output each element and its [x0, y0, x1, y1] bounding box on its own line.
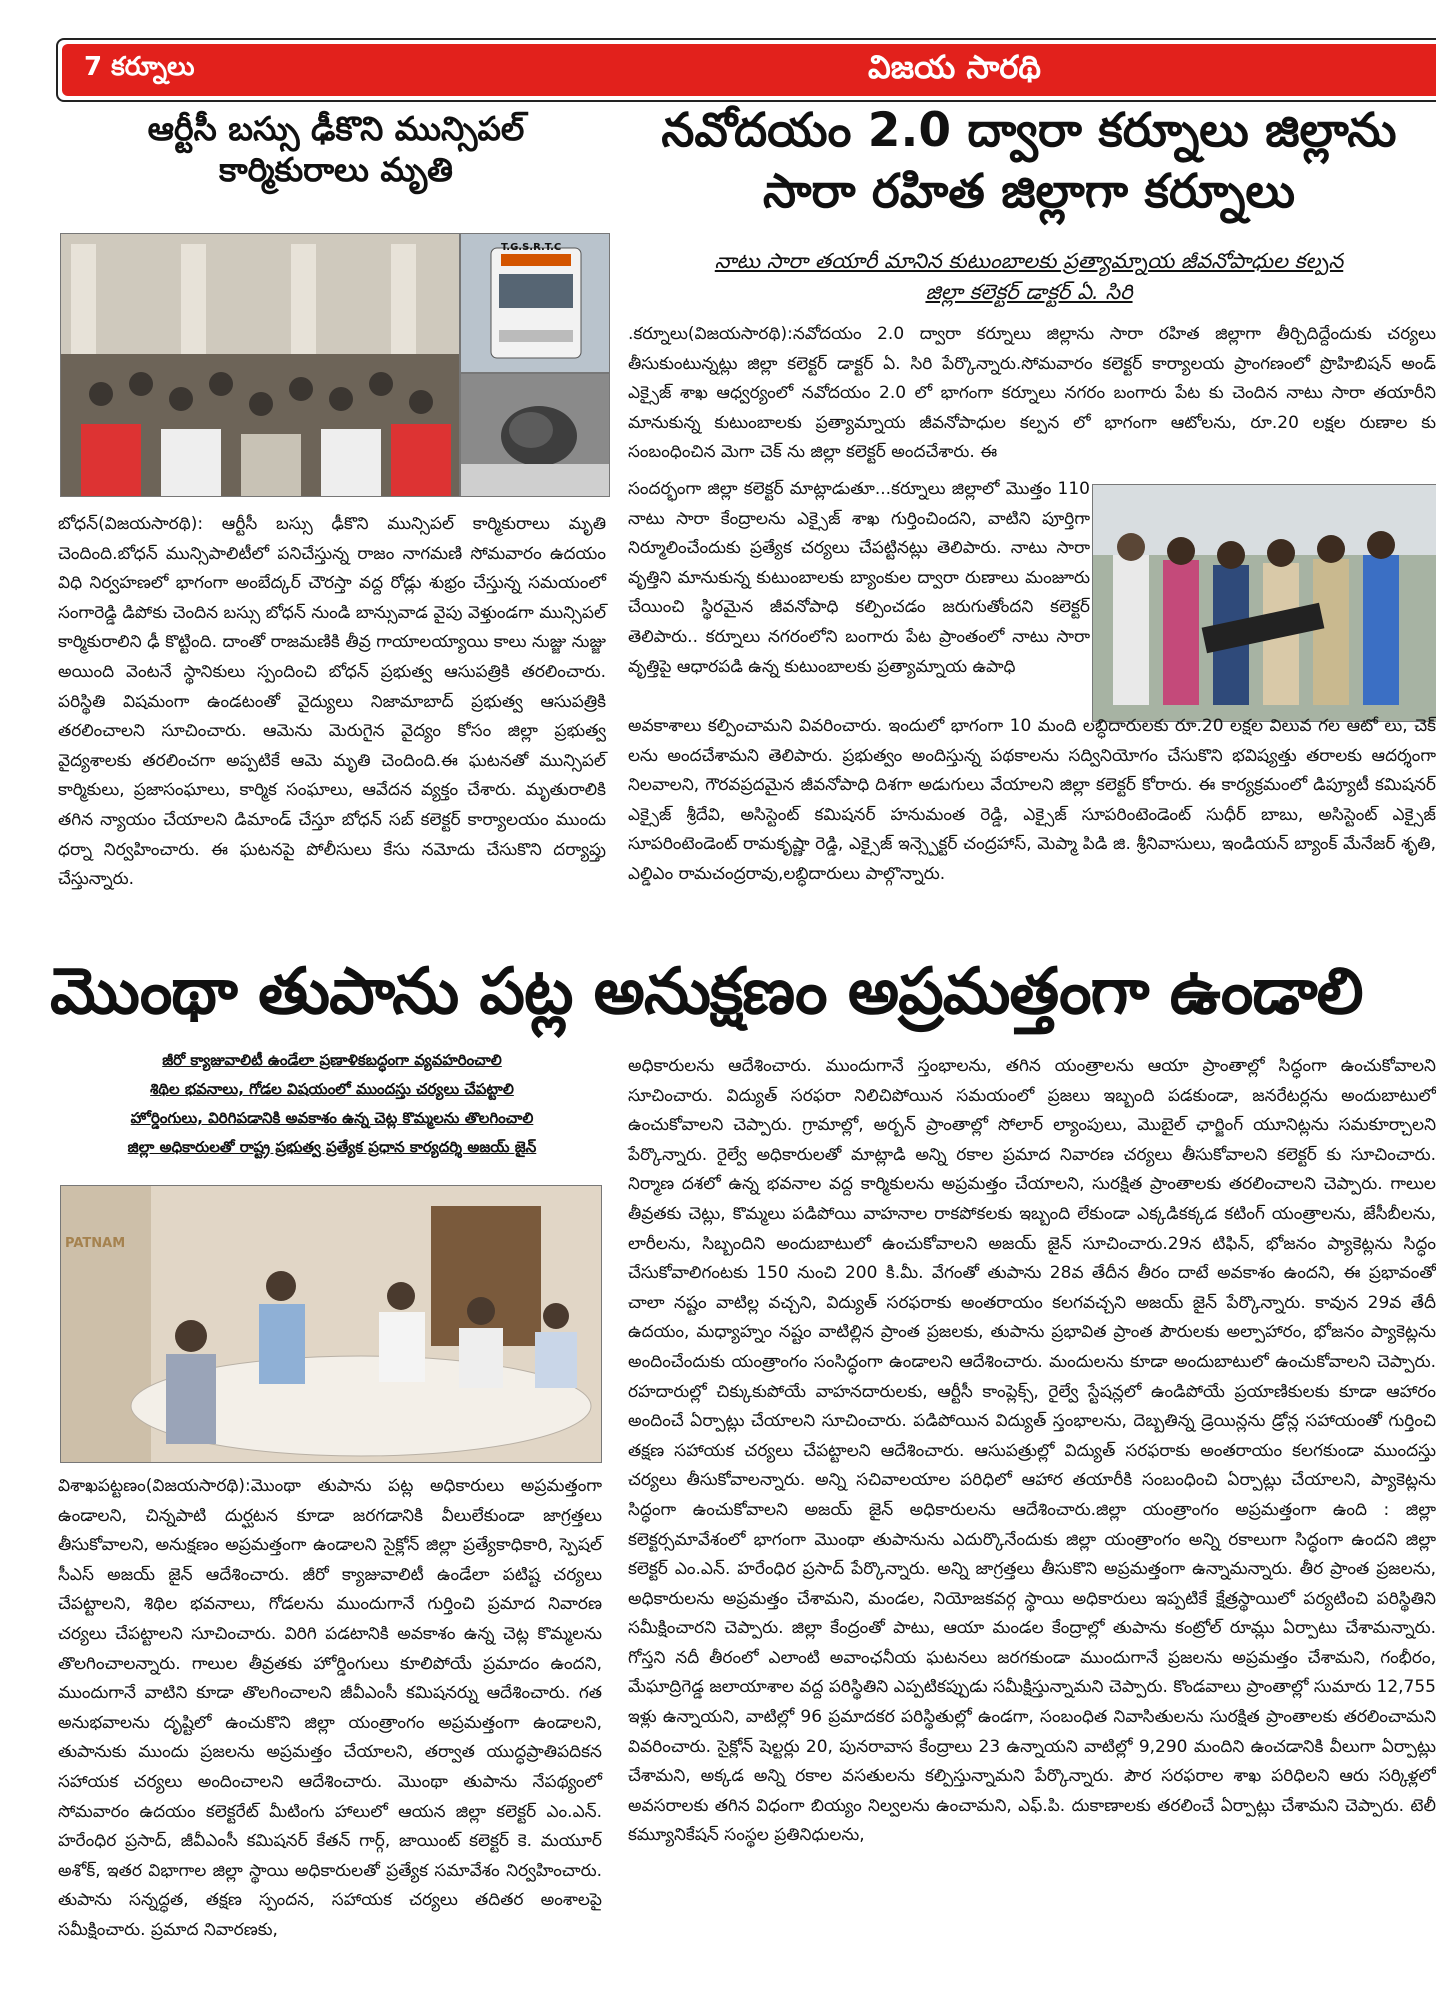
cheque-handover-photo — [1092, 484, 1436, 722]
page-number-label: 7 కర్నూలు — [84, 52, 195, 82]
article2-body-bottom — [628, 712, 1436, 890]
article1-headline-line2: కార్మికురాలు మృతి — [218, 150, 453, 190]
bus-label: T.G.S.R.T.C — [501, 242, 562, 253]
article2-subheading — [622, 246, 1436, 308]
article2-body-left-text: సందర్భంగా జిల్లా కలెక్టర్ మాట్లాడుతూ...కర్నూలు జిల్లాలో మొత్తం 110 నాటు సారా కేంద్రాలను ఎక్సైజ్ శాఖ గుర్తించిందని, వాటిని పూర్తిగా నిర్మూలించేందుకు ప్రత్యేక చర్యలు చేపట్టినట్లు తెలిపారు. నాటు సారా వృత్తిని మానుకున్న కుటుంబాలకు బ్యాంకుల ద్వారా రుణాలు మంజూరు చేయించి స్థిరమైన జీవనోపాధి కల్పించడం జరుగుతోందని కలెక్టర్ తెలిపారు.. కర్నూలు నగరంలోని బంగారు పేట ప్రాంతంలో నాటు సారా వృత్తిపై ఆధారపడి ఉన్న కుటుంబాలకు ప్రత్యామ్నాయ ఉపాధి — [628, 479, 1090, 677]
article1-headline — [56, 108, 616, 191]
article2-headline-line2: సారా రహిత జిల్లాగా కర్నూలు — [762, 164, 1295, 220]
article2-body-top — [628, 320, 1436, 468]
meeting-photo — [60, 1185, 602, 1463]
article2-body-bottom-text: అవకాశాలు కల్పించామని వివరించారు. ఇందులో భాగంగా 10 మంది లబ్ధిదారులకు రూ.20 లక్షల విలువ గల ఆటో లు, చెక్ లను అందచేశామని తెలిపారు. ప్రభుత్వం అందిస్తున్న పథకాలను సద్వినియోగం చేసుకొని భవిష్యత్తు తరాలకు ఆదర్శంగా నిలవాలని, గౌరవప్రదమైన జీవనోపాధి దిశగా అడుగులు వేయాలని జిల్లా కలెక్టర్ కోరారు. ఈ కార్యక్రమంలో డిప్యూటీ కమిషనర్ ఎక్సైజ్ శ్రీదేవి, అసిస్టెంట్ కమిషనర్ హనుమంత రెడ్డి, ఎక్సైజ్ సూపరింటెండెంట్ సుధీర్ బాబు, అసిస్టెంట్ ఎక్సైజ్ సూపరింటెండెంట్ రామకృష్ణా రెడ్డి, ఎక్సైజ్ ఇన్స్పెక్టర్ చంద్రహాస్, మెప్మా పిడి జి. శ్రీనివాసులు, ఇండియన్ బ్యాంక్ మేనేజర్ శృతి, ఎల్డిఎం రామచంద్రరావు,లబ్ధిదారులు పాల్గొన్నారు. — [628, 716, 1436, 884]
page-header — [56, 38, 1436, 102]
article2-body-left — [628, 475, 1090, 682]
article2-headline — [622, 100, 1436, 222]
article3-bullet: జీరో క్యాజువాలిటీ ఉండేలా ప్రణాళికబద్ధంగా వ్యవహరించాలి — [162, 1051, 502, 1069]
article2-subheading-line1: నాటు సారా తయారీ మానిన కుటుంబాలకు ప్రత్యామ్నాయ జీవనోపాధుల కల్పన — [714, 249, 1344, 273]
article3-bullet: జిల్లా అధికారులతో రాష్ట్ర ప్రభుత్వ ప్రత్యేక ప్రధాన కార్యదర్శి అజయ్ జైన్ — [127, 1138, 537, 1156]
article3-headline: మొంథా తుపాను పట్ల అనుక్షణం అప్రమత్తంగా ఉండాలి — [50, 955, 1363, 1029]
article3-bullet: శిథిల భవనాలు, గోడల విషయంలో ముందస్తు చర్యలు చేపట్టాలి — [150, 1080, 514, 1098]
article2-body-top-text: .కర్నూలు(విజయసారథి):నవోదయం 2.0 ద్వారా కర్నూలు జిల్లాను సారా రహిత జిల్లాగా తీర్చిదిద్దేందుకు చర్యలు తీసుకుంటున్నట్లు జిల్లా కలెక్టర్ డాక్టర్ ఏ. సిరి పేర్కొన్నారు.సోమవారం కలెక్టర్ కార్యాలయ ప్రాంగణంలో ప్రొహిబిషన్ అండ్ ఎక్సైజ్ శాఖ ఆధ్వర్యంలో నవోదయం 2.0 లో భాగంగా కర్నూలు నగరం బంగారు పేట కు చెందిన నాటు సారా తయారీని మానుకున్న కుటుంబాలకు ప్రత్యామ్నాయ జీవనోపాధుల కల్పన లో భాగంగా ఆటోలను, రూ.20 లక్షల రుణాల కు సంబంధించిన మెగా చెక్ ను జిల్లా కలెక్టర్ అందచేశారు. ఈ — [628, 324, 1436, 463]
bus-photo — [460, 233, 610, 373]
wall-text: PATNAM — [65, 1236, 126, 1251]
article1-headline-line1: ఆర్టీసీ బస్సు ఢీకొని మున్సిపల్ — [147, 109, 525, 148]
article3-body-left-text: విశాఖపట్టణం(విజయసారథి):మొంథా తుపాను పట్ల అధికారులు అప్రమత్తంగా ఉండాలని, చిన్నపాటి దుర్ఘటన కూడా జరగడానికి వీలులేకుండా జాగ్రత్తలు తీసుకోవాలని, అనుక్షణం అప్రమత్తంగా ఉండాలని సైక్లోన్ జిల్లా ప్రత్యేకాధికారి, స్పెషల్ సీఎస్ అజయ్ జైన్ ఆదేశించారు. జీరో క్యాజువాలిటీ ఉండేలా పటిష్ట చర్యలు చేపట్టాలని, శిథిల భవనాలు, గోడలను ముందుగానే గుర్తించి ప్రమాద నివారణ చర్యలు చేపట్టాలని సూచించారు. విరిగి పడటానికి అవకాశం ఉన్న చెట్ల కొమ్మలను తొలగించాలన్నారు. గాలుల తీవ్రతకు హోర్డింగులు కూలిపోయే ప్రమాదం ఉందని, ముందుగానే వాటిని కూడా తొలగించాలని జీవీఎంసీ కమిషనర్ను ఆదేశించారు. గత అనుభవాలను దృష్టిలో ఉంచుకొని జిల్లా యంత్రాంగం అప్రమత్తంగా ఉండాలని, తుపానుకు ముందు ప్రజలను అప్రమత్తం చేయాలని, తర్వాత యుద్ధప్రాతిపదికన సహాయక చర్యలు అందించాలని ఆదేశించారు. మొంథా తుపాను నేపథ్యంలో సోమవారం ఉదయం కలెక్టరేట్ మీటింగు హాలులో ఆయన జిల్లా కలెక్టర్ ఎం.ఎన్. హరేంధిర ప్రసాద్, జీవీఎంసీ కమిషనర్ కేతన్ గార్గ్, జాయింట్ కలెక్టర్ కె. మయూర్ అశోక్, ఇతర విభాగాల జిల్లా స్థాయి అధికారులతో ప్రత్యేక సమావేశం నిర్వహించారు. తుపాను సన్నద్ధత, తక్షణ స్పందన, సహాయక చర్యలు తదితర అంశాలపై సమీక్షించారు. ప్రమాద నివారణకు, — [58, 1476, 602, 1940]
victim-photo — [460, 373, 610, 497]
article1-body-text: బోధన్(విజయసారథి): ఆర్టీసీ బస్సు ఢీకొని మున్సిపల్ కార్మికురాలు మృతి చెందింది.బోధన్ మున్సిపాలిటీలో పనిచేస్తున్న రాజం నాగమణి సోమవారం ఉదయం విధి నిర్వహణలో భాగంగా అంబేద్కర్ చౌరస్తా వద్ద రోడ్లు శుభ్రం చేస్తున్న సమయంలో సంగారెడ్డి డిపోకు చెందిన బస్సు బోధన్ నుండి బాన్సువాడ వైపు వెళ్తుండగా మున్సిపల్ కార్మికురాలిని ఢీ కొట్టింది. దాంతో రాజమణికి తీవ్ర గాయాలయ్యాయి కాలు నుజ్జు నుజ్జు అయింది వెంటనే స్థానికులు స్పందించి బోధన్ ప్రభుత్వ ఆసుపత్రికి తరలించారు. పరిస్థితి విషమంగా ఉండటంతో వైద్యులు నిజామాబాద్ ప్రభుత్వ ఆసుపత్రికి తరలించాలని సూచించారు. ఆమెను మెరుగైన వైద్యం కోసం జిల్లా ప్రభుత్వ వైద్యశాలకు తరలించగా అప్పటికే ఆమె మృతి చెందింది.ఈ ఘటనతో మున్సిపల్ కార్మికులు, ప్రజాసంఘాలు, కార్మిక సంఘాలు, ఆవేదన వ్యక్తం చేశారు. మృతురాలికి తగిన న్యాయం చేయాలని డిమాండ్ చేస్తూ బోధన్ సబ్ కలెక్టర్ కార్యాలయం ముందు ధర్నా నిర్వహించారు. ఈ ఘటనపై పోలీసులు కేసు నమోదు చేసుకొని దర్యాప్తు చేస్తున్నారు. — [58, 514, 606, 890]
article1-body — [58, 510, 606, 895]
article3-bullet: హోర్డింగులు, విరిగిపడానికి అవకాశం ఉన్న చెట్ల కొమ్మలను తొలగించాలి — [130, 1109, 534, 1127]
article3-bullets — [58, 1046, 606, 1162]
article3-body-right — [628, 1052, 1436, 1851]
article2-subheading-line2: జిల్లా కలెక్టర్ డాక్టర్ ఏ. సిరి — [925, 280, 1133, 304]
protest-photo — [60, 233, 460, 497]
article3-body-right-text: అధికారులను ఆదేశించారు. ముందుగానే స్తంభాలను, తగిన యంత్రాలను ఆయా ప్రాంతాల్లో సిద్ధంగా ఉంచుకోవాలని సూచించారు. విద్యుత్ సరఫరా నిలిచిపోయిన సమయంలో ప్రజలు ఇబ్బంది పడకుండా, జనరేటర్లను అందుబాటులో ఉంచుకోవాలని చెప్పారు. గ్రామాల్లో, అర్బన్ ప్రాంతాల్లో సోలార్ ల్యాంపులు, మొబైల్ ఛార్జింగ్ యూనిట్లను సమకూర్చాలని పేర్కొన్నారు. రైల్వే అధికారులతో మాట్లాడి అన్ని రకాల ప్రమాద నివారణ చర్యలు తీసుకోవాలని కలెక్టర్ కు సూచించారు. నిర్మాణ దశలో ఉన్న భవనాల వద్ద కార్మికులను అప్రమత్తం చేయాలని, సురక్షిత ప్రాంతాలకు తరలించాలని చెప్పారు. గాలుల తీవ్రతకు చెట్లు, కొమ్మలు పడిపోయి వాహనాల రాకపోకలకు ఇబ్బంది లేకుండా ఎక్కడికక్కడ కటింగ్ యంత్రాలను, జేసీబీలను, లారీలను, సిబ్బందిని అందుబాటులో ఉంచుకోవాలని అజయ్ జైన్ సూచించారు.29న టిఫిన్, భోజనం ప్యాకెట్లను సిద్ధం చేసుకోవాలిగంటకు 150 నుంచి 200 కి.మీ. వేగంతో తుపాను 28వ తేదీన తీరం దాటే అవకాశం ఉందని, ఈ ప్రభావంతో చాలా నష్టం వాటిల్ల వచ్చని, విద్యుత్ సరఫరాకు అంతరాయం కలగవచ్చని అజయ్ జైన్ పేర్కొన్నారు. కావున 29వ తేదీ ఉదయం, మధ్యాహ్నం నష్టం వాటిల్లిన ప్రాంత ప్రజలకు, తుపాను ప్రభావిత ప్రాంత పౌరులకు అల్పాహారం, భోజనం ప్యాకెట్లను అందించేందుకు యంత్రాంగం సంసిద్ధంగా ఉండాలని ఆదేశించారు. మందులను కూడా అందుబాటులో ఉంచుకోవాలని చెప్పారు. రహదారుల్లో చిక్కుకుపోయే వాహనదారులకు, ఆర్టీసీ కాంప్లెక్స్, రైల్వే స్టేషన్లలో ఉండిపోయే ప్రయాణికులకు కూడా ఆహారం అందించే ఏర్పాట్లు చేయాలని సూచించారు. పడిపోయిన విద్యుత్ స్తంభాలను, దెబ్బతిన్న డ్రెయిన్లను డ్రోన్ల సహాయంతో గుర్తించి తక్షణ సహాయక చర్యలు చేపట్టాలని ఆదేశించారు. ఆసుపత్రుల్లో విద్యుత్ సరఫరాకు అంతరాయం కలగకుండా ముందస్తు చర్యలు తీసుకోవాలన్నారు. అన్ని సచివాలయాల పరిధిలో ఆహార తయారీకి సంబంధించి ఏర్పాట్లు చేయాలని, ప్యాకెట్లను సిద్ధంగా ఉంచుకోవాలని అజయ్ జైన్ అధికారులను ఆదేశించారు.జిల్లా యంత్రాంగం అప్రమత్తంగా ఉంది : జిల్లా కలెక్టర్సమావేశంలో భాగంగా మొంథా తుపానును ఎదుర్కొనేందుకు జిల్లా యంత్రాంగం అన్ని రకాలుగా సిద్ధంగా ఉందని జిల్లా కలెక్టర్ ఎం.ఎన్. హరేంధిర ప్రసాద్ పేర్కొన్నారు. అన్ని జాగ్రత్తలు తీసుకొని అప్రమత్తంగా ఉన్నామన్నారు. తీర ప్రాంత ప్రజలను, అధికారులను అప్రమత్తం చేశామని, మండల, నియోజకవర్గ స్థాయి అధికారులు ఇప్పటికే క్షేత్రస్థాయిలో పర్యటించి పరిస్థితిని సమీక్షించారని చెప్పారు. జిల్లా కేంద్రంతో పాటు, ఆయా మండల కేంద్రాల్లో తుపాను కంట్రోల్ రూమ్లు ఏర్పాటు చేశామన్నారు. గోస్తని నదీ తీరంలో ఎలాంటి అవాంఛనీయ ఘటనలు జరగకుండా ముందుగానే ప్రజలను అప్రమత్తం చేశామని, గంభీరం, మేఘాద్రిగెడ్డ జలాయాశాల వద్ద పరిస్థితిని ఎప్పటికప్పుడు సమీక్షిస్తున్నామని చెప్పారు. కొండవాలు ప్రాంతాల్లో సుమారు 12,755 ఇళ్లు ఉన్నాయని, వాటిల్లో 96 ప్రమాదకర పరిస్థితుల్లో ఉండగా, సంబంధిత నివాసితులను సురక్షిత ప్రాంతాలకు తరలించామని వివరించారు. సైక్లోన్ షెల్టర్లు 20, పునరావాస కేంద్రాలు 23 ఉన్నాయని వాటిల్లో 9,290 మందిని ఉంచడానికి వీలుగా ఏర్పాట్లు చేశామని, అక్కడ అన్ని రకాల వసతులను కల్పిస్తున్నామని పేర్కొన్నారు. పౌర సరఫరాల శాఖ పరిధిలని ఆరు సర్కిళ్లలో అవసరాలకు తగిన విధంగా బియ్యం నిల్వలను ఉంచామని, ఎఫ్.పి. దుకాణాలకు తరలించే ఏర్పాట్లు చేశామని చెప్పారు. టెలీ కమ్యూనికేషన్ సంస్థల ప్రతినిధులను, — [628, 1056, 1436, 1846]
article3-body-left — [58, 1472, 602, 1946]
newspaper-masthead: విజయ సారథి — [868, 48, 1041, 86]
header-band — [62, 44, 1436, 96]
article2-headline-line1: నవోదయం 2.0 ద్వారా కర్నూలు జిల్లాను — [661, 103, 1397, 158]
